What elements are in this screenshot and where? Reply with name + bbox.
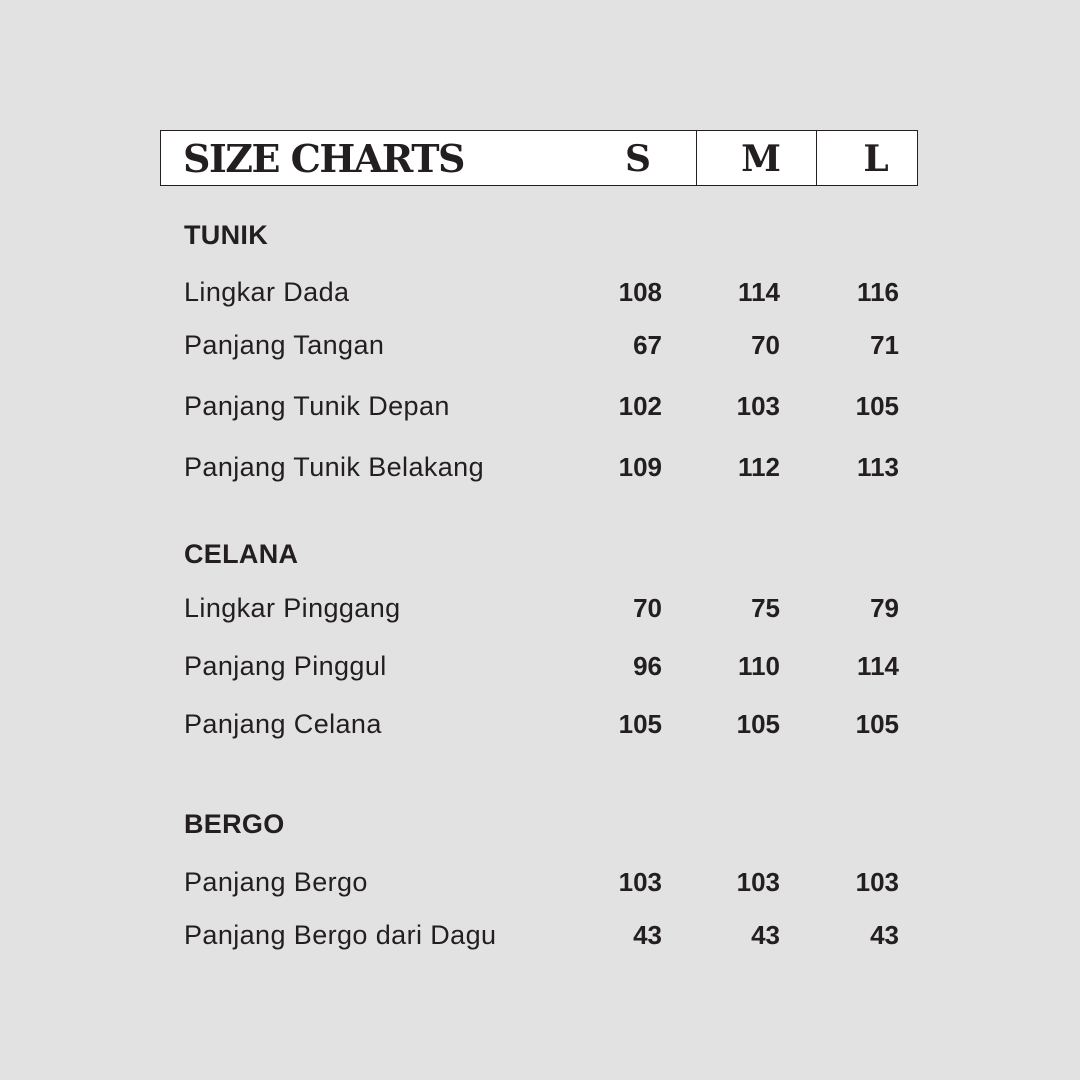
page-title: SIZE CHARTS bbox=[183, 136, 464, 181]
size-header-l: L bbox=[863, 138, 889, 180]
row-label: Panjang Tangan bbox=[184, 330, 385, 360]
header-divider bbox=[696, 131, 697, 185]
value-s: 105 bbox=[618, 709, 662, 739]
value-l: 79 bbox=[870, 593, 899, 623]
value-m: 103 bbox=[736, 391, 780, 421]
value-m: 105 bbox=[736, 709, 780, 739]
table-row bbox=[0, 451, 1080, 483]
row-label: Lingkar Dada bbox=[184, 277, 350, 307]
value-l: 71 bbox=[870, 330, 899, 360]
row-label: Panjang Pinggul bbox=[184, 651, 387, 681]
size-header-m: M bbox=[741, 138, 781, 180]
value-s: 103 bbox=[618, 867, 662, 897]
value-l: 103 bbox=[855, 867, 899, 897]
value-m: 112 bbox=[738, 452, 780, 482]
section-heading-celana: CELANA bbox=[184, 539, 299, 569]
row-label: Panjang Tunik Depan bbox=[184, 391, 450, 421]
value-s: 70 bbox=[633, 593, 662, 623]
value-s: 109 bbox=[618, 452, 662, 482]
section-heading-tunik: TUNIK bbox=[184, 220, 268, 250]
value-l: 116 bbox=[857, 277, 899, 307]
row-label: Panjang Celana bbox=[184, 709, 382, 739]
value-m: 114 bbox=[738, 277, 780, 307]
value-s: 102 bbox=[618, 391, 662, 421]
row-label: Panjang Tunik Belakang bbox=[184, 452, 485, 482]
value-s: 67 bbox=[633, 330, 662, 360]
header-divider bbox=[816, 131, 817, 185]
table-row bbox=[0, 866, 1080, 898]
size-chart-header bbox=[160, 130, 918, 186]
value-s: 108 bbox=[618, 277, 662, 307]
value-s: 96 bbox=[633, 651, 662, 681]
value-l: 105 bbox=[855, 391, 899, 421]
value-m: 75 bbox=[751, 593, 780, 623]
value-s: 43 bbox=[633, 920, 662, 950]
row-label: Panjang Bergo bbox=[184, 867, 368, 897]
row-label: Lingkar Pinggang bbox=[184, 593, 401, 623]
value-m: 103 bbox=[736, 867, 780, 897]
value-m: 43 bbox=[751, 920, 780, 950]
table-row bbox=[0, 276, 1080, 308]
table-row bbox=[0, 592, 1080, 624]
size-header-s: S bbox=[625, 138, 651, 180]
value-l: 43 bbox=[870, 920, 899, 950]
table-row bbox=[0, 329, 1080, 361]
table-row bbox=[0, 650, 1080, 682]
section-heading-bergo: BERGO bbox=[184, 809, 285, 839]
value-l: 105 bbox=[855, 709, 899, 739]
value-l: 113 bbox=[857, 452, 899, 482]
table-row bbox=[0, 708, 1080, 740]
value-m: 110 bbox=[738, 651, 780, 681]
table-row bbox=[0, 919, 1080, 951]
value-l: 114 bbox=[857, 651, 899, 681]
value-m: 70 bbox=[751, 330, 780, 360]
row-label: Panjang Bergo dari Dagu bbox=[184, 920, 497, 950]
table-row bbox=[0, 390, 1080, 422]
